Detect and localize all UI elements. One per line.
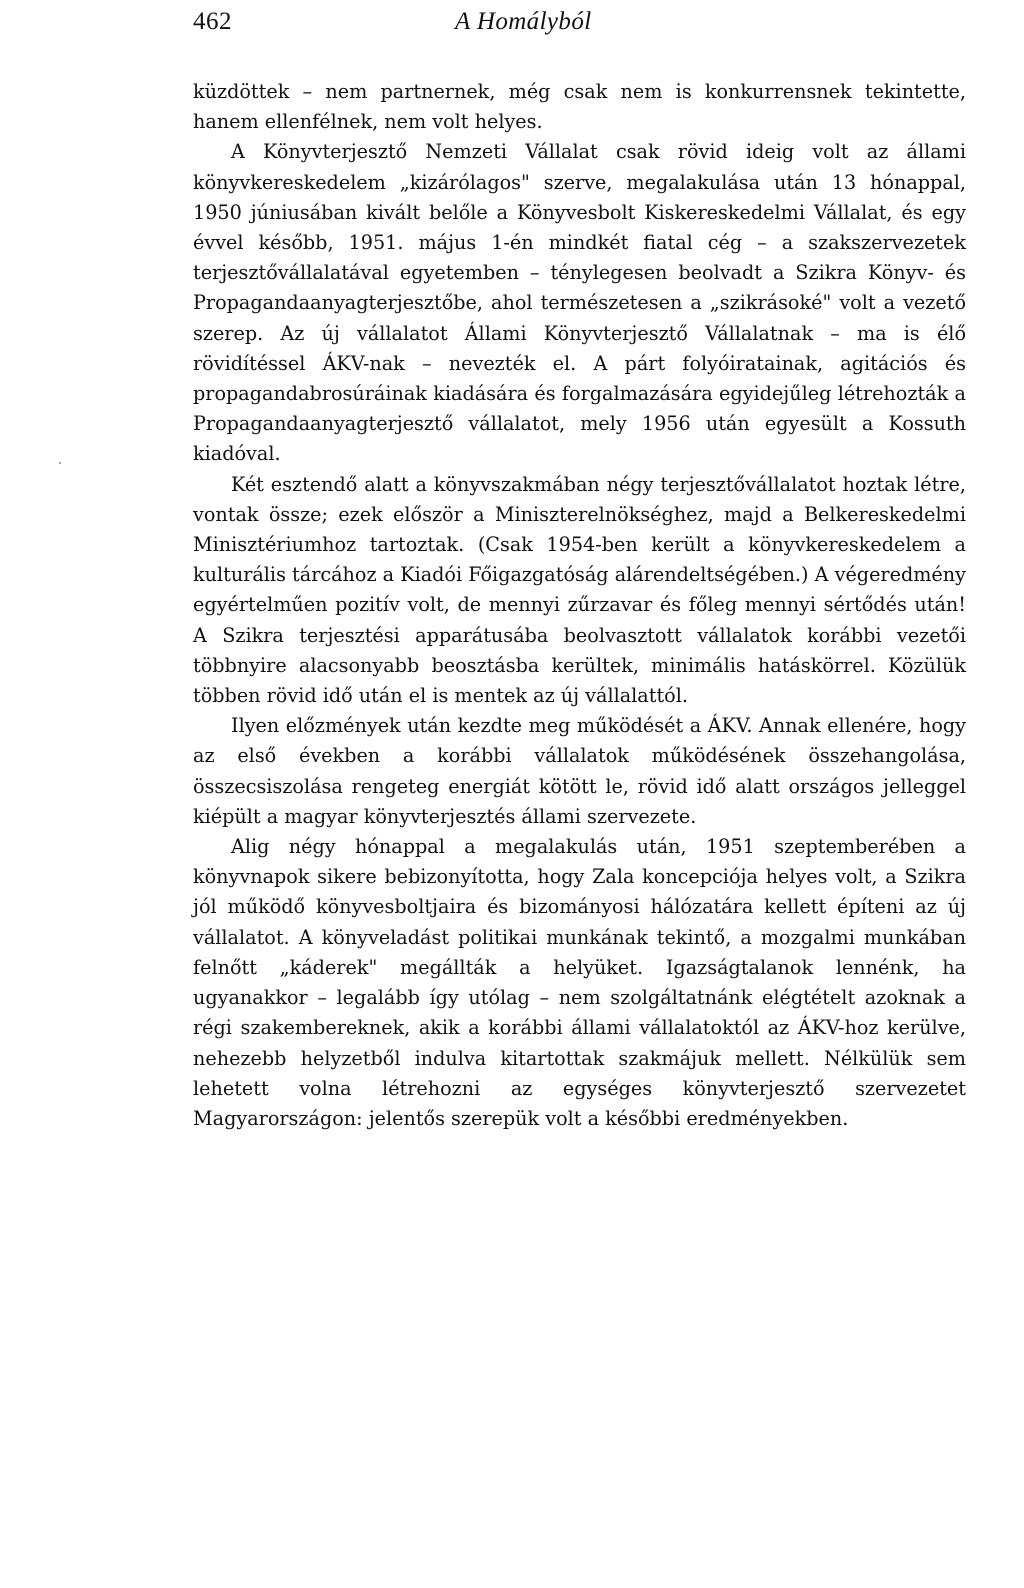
page-number: 462 [193, 8, 232, 35]
paragraph: Alig négy hónappal a megalakulás után, 1951 szeptemberében a könyvnapok sikere bebizonyította, hogy Zala koncepciója helyes volt, a Szikra jól működő könyvesboltjaira és bizományosi hálózatára kellett építeni az új vállalatot. A könyveladást politikai munkának tekintő, a mozgalmi munkában felnőtt „káderek" megállták a helyüket. Igazságtalanok lennénk, ha ugyanakkor – legalább így utólag – nem szolgáltatnánk elégtételt azoknak a régi szakembereknek, akik a korábbi állami vállalatoktól az ÁKV-hoz kerülve, nehezebb helyzetből indulva kitartottak szakmájuk mellett. Nélkülük sem lehetett volna létrehozni az egységes könyvterjesztő szervezetet Magyarországon: jelentős szerepük volt a későbbi eredményekben. [193, 835, 966, 1130]
running-title: A Homályból [455, 8, 592, 35]
paragraph: A Könyvterjesztő Nemzeti Vállalat csak rövid ideig volt az állami könyvkereskedelem „kizárólagos" szerve, megalakulása után 13 hónappal, 1950 júniusában kivált belőle a Könyvesbolt Kiskereskedelmi Vállalat, és egy évvel később, 1951. május 1-én mindkét fiatal cég – a szakszervezetek terjesztővállalatával egyetemben – ténylegesen beolvadt a Szikra Könyv- és Propagandaanyagterjesztőbe, ahol természetesen a „szikrásoké" volt a vezető szerep. Az új vállalatot Állami Könyvterjesztő Vállalatnak – ma is élő rövidítéssel ÁKV-nak – nevezték el. A párt folyóiratainak, agitációs és propagandabrosúráinak kiadására és forgalmazására egyidejűleg létrehozták a Propagandaanyagterjesztő vállalatot, mely 1956 után egyesült a Kossuth kiadóval. [193, 140, 966, 466]
page-header [193, 4, 973, 44]
paragraph: Két esztendő alatt a könyvszakmában négy terjesztővállalatot hoztak létre, vontak össze; ezek először a Miniszterelnökséghez, majd a Belkereskedelmi Minisztériumhoz tartoztak. (Csak 1954-ben került a könyvkereskedelem a kulturális tárcához a Kiadói Főigazgatóság alárendeltségében.) A végeredmény egyértelműen pozitív volt, de mennyi zűrzavar és főleg mennyi sértődés után! A Szikra terjesztési apparátusába beolvasztott vállalatok korábbi vezetői többnyire alacsonyabb beosztásba kerültek, minimális hatáskörrel. Közülük többen rövid idő után el is mentek az új vállalattól. [193, 472, 966, 708]
paragraph-continuation: küzdöttek – nem partnernek, még csak nem is konkurrensnek tekintette, hanem ellenfélnek, nem volt helyes. [193, 80, 966, 134]
paragraph: Ilyen előzmények után kezdte meg működését a ÁKV. Annak ellenére, hogy az első években a korábbi vállalatok működésének összehangolása, összecsiszolása rengeteg energiát kötött le, rövid idő alatt országos jelleggel kiépült a magyar könyvterjesztés állami szervezete. [193, 714, 966, 828]
body-text [193, 77, 966, 1134]
margin-speck [59, 462, 61, 464]
